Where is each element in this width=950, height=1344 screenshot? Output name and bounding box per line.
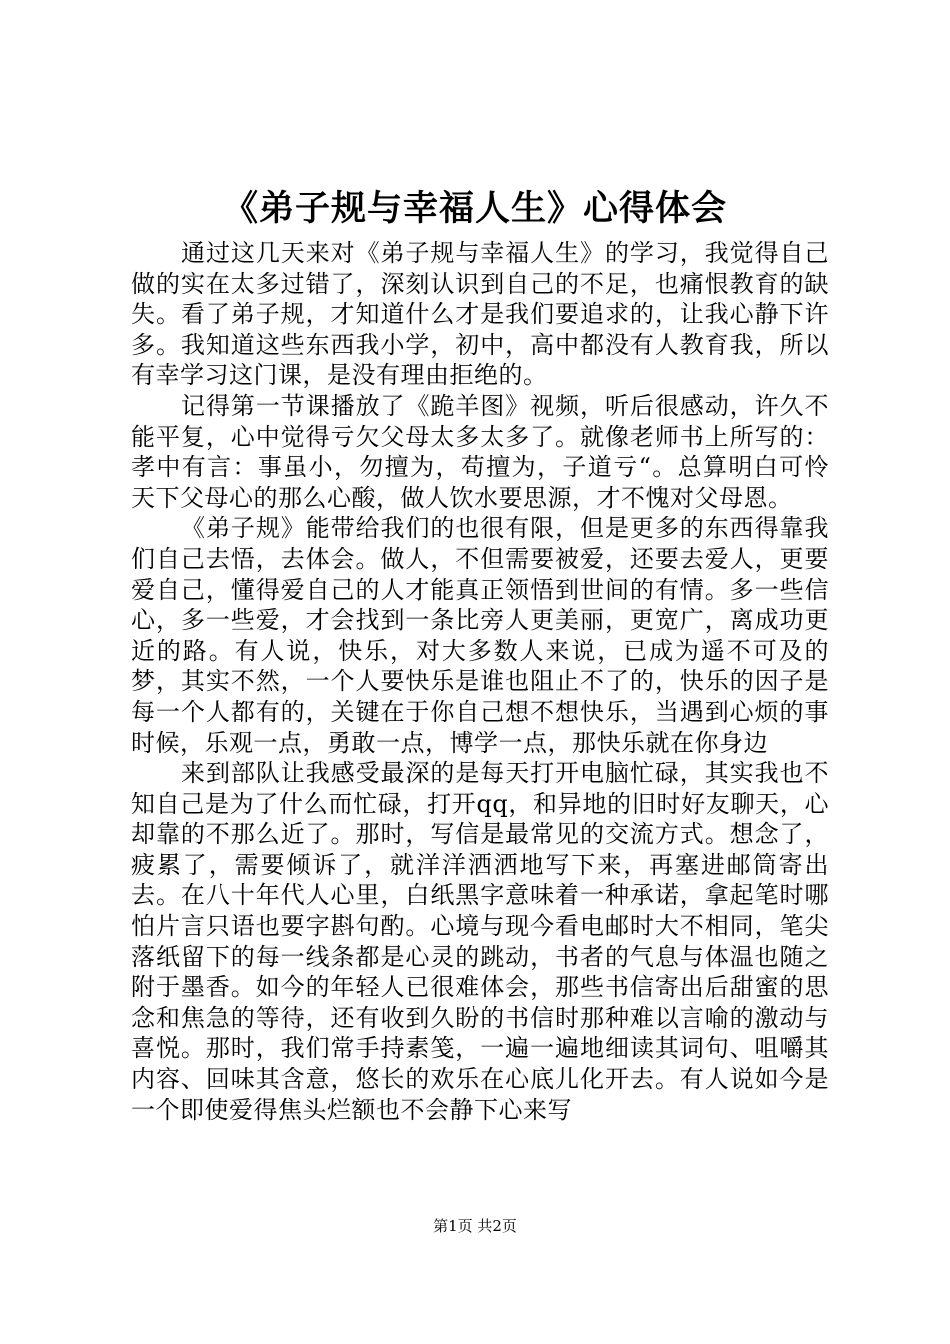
- paragraph-2: 记得第一节课播放了《跪羊图》视频，听后很感动，许久不能平复，心中觉得亏欠父母太多太多了。就像老师书上所写的：孝中有言：事虽小，勿擅为，苟擅为，子道亏“。总算明白可怜天下父母心的那么心酸，做人饮水要思源，才不愧对父母恩。: [131, 391, 829, 512]
- document-body: [131, 238, 829, 1125]
- paragraph-1: 通过这几天来对《弟子规与幸福人生》的学习，我觉得自己做的实在太多过错了，深刻认识到自己的不足，也痛恨教育的缺失。看了弟子规，才知道什么才是我们要追求的，让我心静下许多。我知道这些东西我小学，初中，高中都没有人教育我，所以有幸学习这门课，是没有理由拒绝的。: [131, 239, 829, 390]
- page-number-footer: 第1页 共2页: [433, 1217, 517, 1235]
- page-title: 《弟子规与幸福人生》心得体会: [222, 189, 727, 229]
- paragraph-3: 《弟子规》能带给我们的也很有限，但是更多的东西得靠我们自己去悟，去体会。做人，不但需要被爱，还要去爱人，更要爱自己，懂得爱自己的人才能真正领悟到世间的有情。多一些信心，多一些爱，才会找到一条比旁人更美丽，更宽广，离成功更近的路。有人说，快乐，对大多数人来说，已成为遥不可及的梦，其实不然，一个人要快乐是谁也阻止不了的，快乐的因子是每一个人都有的，关键在于你自己想不想快乐，当遇到心烦的事时候，乐观一点，勇敢一点，博学一点，那快乐就在你身边: [131, 514, 829, 757]
- paragraph-4: 来到部队让我感受最深的是每天打开电脑忙碌，其实我也不知自己是为了什么而忙碌，打开qq，和异地的旧时好友聊天，心却靠的不那么近了。那时，写信是最常见的交流方式。想念了，疲累了，需要倾诉了，就洋洋洒洒地写下来，再塞进邮筒寄出去。在八十年代人心里，白纸黑字意味着一种承诺，拿起笔时哪怕片言只语也要字斟句酌。心境与现今看电邮时大不相同，笔尖落纸留下的每一线条都是心灵的跳动，书者的气息与体温也随之附于墨香。如今的年轻人已很难体会，那些书信寄出后甜蜜的思念和焦急的等待，还有收到久盼的书信时那种难以言喻的激动与喜悦。那时，我们常手持素笺，一遍一遍地细读其词句、咀嚼其内容、回味其含意，悠长的欢乐在心底儿化开去。有人说如今是一个即使爱得焦头烂额也不会静下心来写: [131, 759, 829, 1124]
